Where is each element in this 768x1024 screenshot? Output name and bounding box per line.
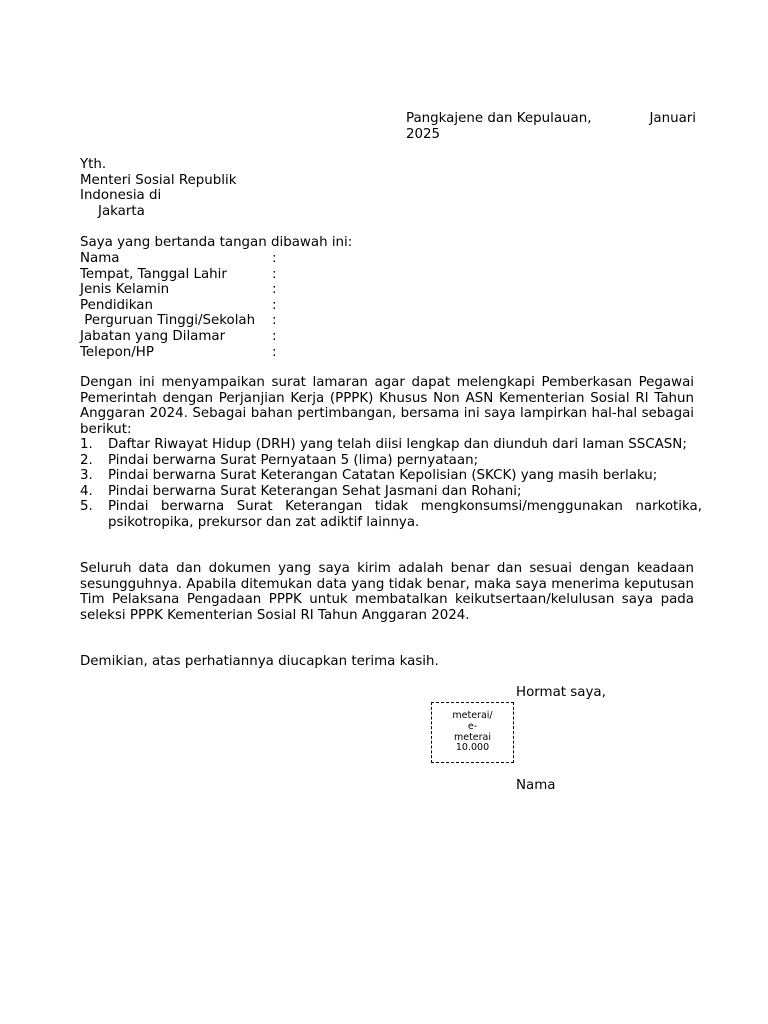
- field-colon: :: [272, 328, 277, 344]
- recipient-line-2: Indonesia di: [80, 188, 162, 204]
- recipient-block: [80, 157, 320, 219]
- list-text: Pindai berwarna Surat Keterangan Sehat Jasmani dan Rohani;: [108, 483, 522, 499]
- list-text: Daftar Riwayat Hidup (DRH) yang telah diisi lengkap dan diunduh dari laman SSCASN;: [108, 437, 687, 452]
- month-text: Januari: [649, 111, 696, 126]
- field-colon: :: [272, 313, 277, 329]
- field-label: Pendidikan: [80, 297, 153, 313]
- list-number: 2.: [80, 452, 93, 468]
- field-ttl: [80, 267, 277, 283]
- field-colon: :: [272, 297, 277, 313]
- field-colon: :: [272, 344, 277, 360]
- list-text: Pindai berwarna Surat Pernyataan 5 (lima) pernyataan;: [108, 452, 479, 468]
- signer-name: Nama: [516, 778, 556, 793]
- field-perguruan-tinggi: [80, 313, 277, 329]
- list-text: Pindai berwarna Surat Keterangan tidak mengkonsumsi/menggunakan narkotika, psikotropika, prekursor dan zat adiktif lainnya.: [108, 499, 702, 530]
- place-text: Pangkajene dan Kepulauan,: [406, 111, 592, 126]
- list-item: [80, 468, 702, 484]
- attachment-list: [80, 437, 702, 531]
- salutation: Yth.: [80, 157, 107, 172]
- list-item: [80, 437, 702, 453]
- field-label: Jabatan yang Dilamar: [80, 328, 226, 344]
- field-nama: [80, 251, 277, 267]
- regards-text: Hormat saya,: [516, 685, 606, 700]
- paragraph-application: Dengan ini menyampaikan surat lamaran agar dapat melengkapi Pemberkasan Pegawai Pemerintah dengan Perjanjian Kerja (PPPK) Khusus Non ASN Kementerian Sosial RI Tahun Anggaran 2024. Sebagai bahan pertimbangan, bersama ini saya lampirkan hal-hal sebagai berikut:: [80, 375, 694, 437]
- field-label: Perguruan Tinggi/Sekolah: [80, 313, 256, 329]
- list-text: Pindai berwarna Surat Keterangan Catatan Kepolisian (SKCK) yang masih berlaku;: [108, 468, 658, 484]
- list-number: 3.: [80, 468, 93, 484]
- list-number: 4.: [80, 483, 93, 499]
- year-text: 2025: [406, 126, 441, 142]
- stamp-line: meterai: [453, 731, 492, 743]
- stamp-line: meterai/: [452, 709, 493, 721]
- recipient-city: Jakarta: [98, 203, 145, 219]
- intro-text: Saya yang bertanda tangan dibawah ini:: [80, 235, 353, 250]
- list-number: 5.: [80, 499, 93, 515]
- list-item: [80, 484, 702, 500]
- list-item: [80, 453, 702, 469]
- field-telepon: [80, 345, 277, 361]
- stamp-box: [431, 702, 514, 763]
- field-colon: :: [272, 266, 277, 282]
- list-item: [80, 499, 702, 530]
- field-label: Tempat, Tanggal Lahir: [80, 266, 227, 282]
- field-jabatan: [80, 329, 277, 345]
- field-label: Jenis Kelamin: [80, 282, 170, 298]
- field-label: Telepon/HP: [80, 344, 154, 360]
- field-pendidikan: [80, 298, 277, 314]
- field-colon: :: [272, 251, 277, 266]
- field-jenis-kelamin: [80, 282, 277, 298]
- closing-text: Demikian, atas perhatiannya diucapkan terima kasih.: [80, 654, 439, 669]
- list-number: 1.: [80, 437, 93, 452]
- paragraph-statement: Seluruh data dan dokumen yang saya kirim adalah benar dan sesuai dengan keadaan sesungguhnya. Apabila ditemukan data yang tidak benar, maka saya menerima keputusan Tim Pelaksana Pengadaan PPPK untuk membatalkan keikutsertaan/kelulusan saya pada seleksi PPPK Kementerian Sosial RI Tahun Anggaran 2024.: [80, 561, 694, 623]
- recipient-line-1: Menteri Sosial Republik: [80, 172, 237, 188]
- field-label: Nama: [80, 251, 120, 266]
- stamp-line: 10.000: [455, 742, 490, 754]
- identity-fields: [80, 251, 277, 360]
- place-date: [406, 111, 696, 142]
- stamp-line: e-: [467, 720, 478, 732]
- field-colon: :: [272, 282, 277, 298]
